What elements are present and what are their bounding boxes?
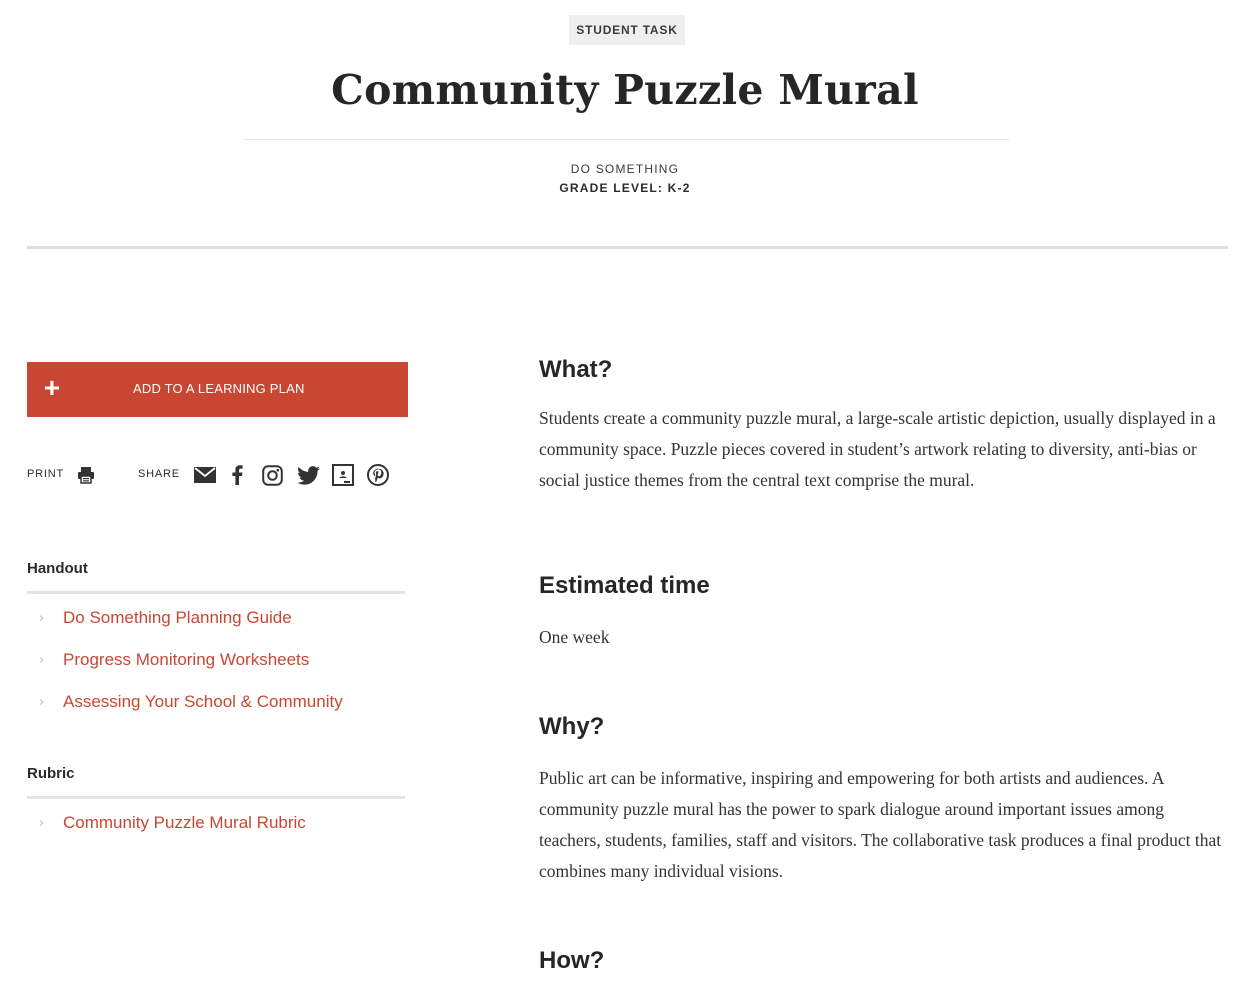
how-heading: How? [539, 947, 605, 974]
print-label: PRINT [27, 468, 64, 480]
chevron-right-icon: › [39, 816, 45, 831]
pinterest-icon[interactable] [366, 463, 390, 487]
handout-link-progress-worksheets[interactable] [27, 648, 405, 674]
rubric-link-label: Community Puzzle Mural Rubric [63, 813, 306, 832]
twitter-icon[interactable] [296, 463, 320, 487]
handout-link-label: Assessing Your School & Community [63, 692, 343, 711]
facebook-icon[interactable] [225, 463, 249, 487]
what-heading: What? [539, 356, 613, 383]
estimated-time-heading: Estimated time [539, 572, 710, 599]
grade-level: GRADE LEVEL: K-2 [559, 181, 691, 195]
google-classroom-icon[interactable] [331, 463, 355, 487]
print-share-bar [27, 461, 407, 489]
why-heading: Why? [539, 713, 605, 740]
why-description: Public art can be informative, inspiring and empowering for both artists and audiences. A community puzzle mural has the power to spark dialogue around important issues among teachers, students, families, staff and visitors. The collaborative task produces a final product that combines many individual visions. [539, 768, 1222, 881]
handout-heading: Handout [27, 560, 88, 577]
instagram-icon[interactable] [260, 463, 284, 487]
task-category[interactable]: DO SOMETHING [570, 162, 680, 176]
chevron-right-icon: › [39, 695, 45, 710]
add-to-learning-plan-label: ADD TO A LEARNING PLAN [133, 381, 305, 396]
handout-link-label: Progress Monitoring Worksheets [63, 650, 310, 669]
handout-link-assessing-school[interactable] [27, 690, 405, 716]
rubric-divider [27, 796, 405, 799]
handout-divider [27, 591, 405, 594]
chevron-right-icon: › [39, 611, 45, 626]
handout-link-label: Do Something Planning Guide [63, 608, 292, 627]
rubric-link-community-puzzle-mural[interactable] [27, 811, 405, 837]
estimated-time-value: One week [539, 627, 610, 647]
handout-link-planning-guide[interactable] [27, 606, 405, 632]
plus-icon: + [43, 372, 61, 403]
email-icon[interactable] [193, 463, 217, 487]
page-title: Community Puzzle Mural [331, 66, 919, 114]
add-to-learning-plan-button[interactable] [27, 362, 408, 417]
rubric-heading: Rubric [27, 765, 75, 782]
header-divider [27, 246, 1228, 249]
print-icon[interactable] [74, 463, 98, 487]
chevron-right-icon: › [39, 653, 45, 668]
what-description: Students create a community puzzle mural, a large-scale artistic depiction, usually displayed in a community space. Puzzle pieces covered in student’s artwork relating to diversity, anti-bias or social justice themes from the central text comprise the mural. [539, 408, 1216, 490]
share-label: SHARE [138, 468, 180, 480]
title-divider [243, 139, 1009, 140]
student-task-badge: STUDENT TASK [569, 15, 685, 45]
